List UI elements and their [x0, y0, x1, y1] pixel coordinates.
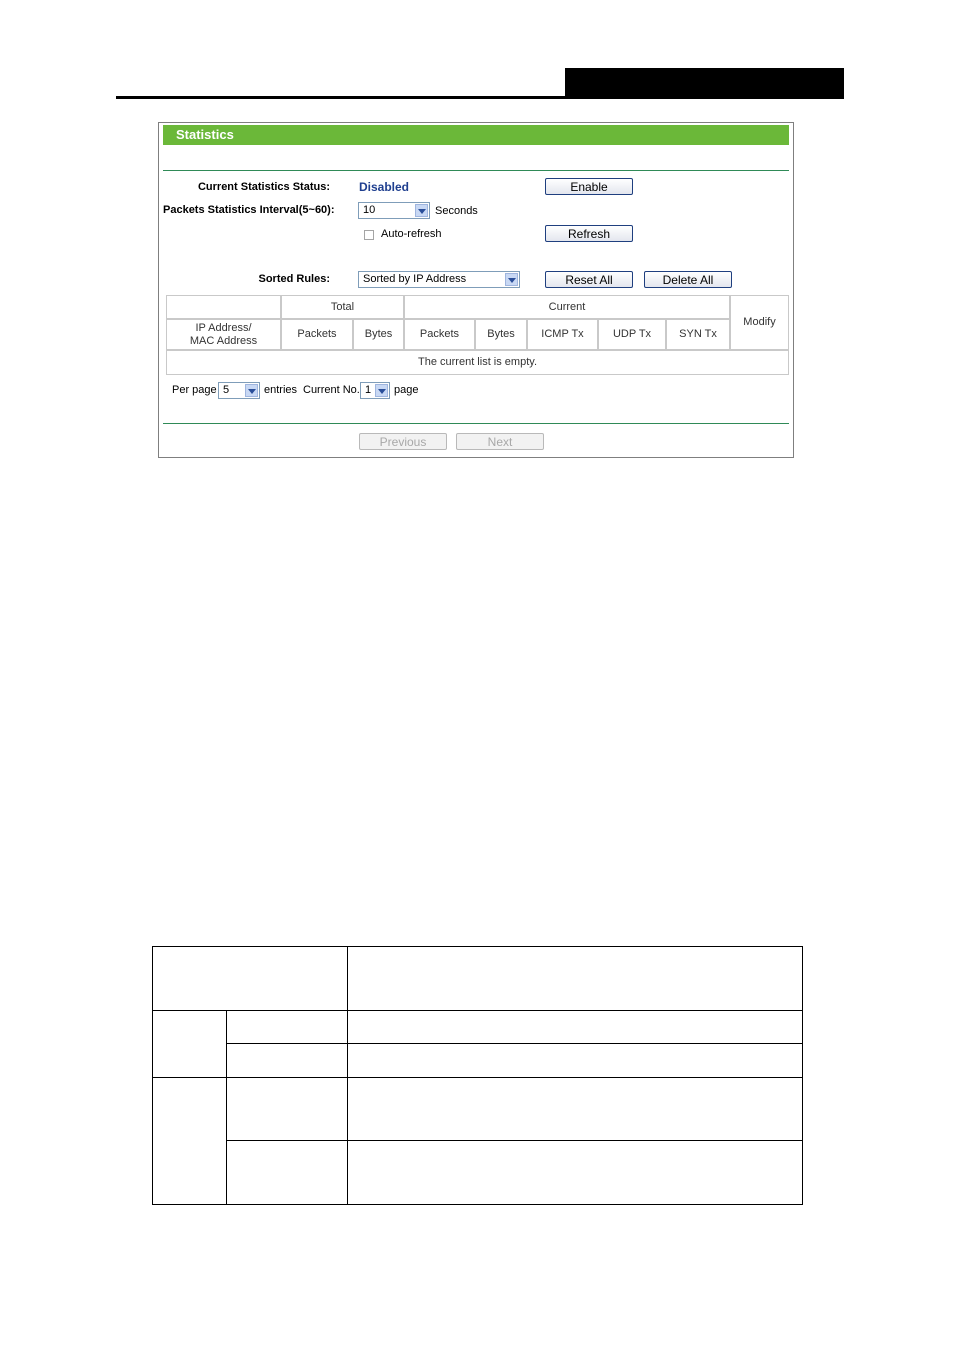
interval-value: 10 [363, 204, 376, 216]
interval-unit: Seconds [435, 205, 478, 217]
table-header-udp: UDP Tx [598, 319, 666, 350]
table-header-ip: IP Address/ MAC Address [166, 319, 281, 350]
sorted-rules-value: Sorted by IP Address [363, 273, 467, 285]
refresh-button[interactable]: Refresh [545, 225, 633, 242]
table-header-icmp: ICMP Tx [527, 319, 598, 350]
header-block [565, 68, 844, 99]
sorted-rules-label: Sorted Rules: [258, 273, 330, 285]
per-page-value: 5 [223, 384, 230, 396]
desc-row-line-1 [152, 1010, 803, 1011]
top-divider [163, 170, 789, 171]
current-no-select[interactable] [360, 382, 390, 399]
chevron-down-icon [415, 204, 428, 217]
table-header-total-bytes: Bytes [353, 319, 404, 350]
enable-button[interactable]: Enable [545, 178, 633, 195]
table-header-syn: SYN Tx [666, 319, 730, 350]
description-table [152, 946, 803, 1205]
delete-all-button[interactable]: Delete All [644, 271, 732, 288]
panel-title-bar [163, 125, 789, 145]
table-header-current-packets: Packets [404, 319, 475, 350]
header-rule [116, 96, 844, 99]
table-header-blank [166, 295, 281, 319]
status-value: Disabled [359, 180, 410, 194]
current-no-value: 1 [365, 384, 372, 396]
desc-subcol-line [226, 1010, 227, 1205]
table-header-total-packets: Packets [281, 319, 353, 350]
reset-all-button[interactable]: Reset All [545, 271, 633, 288]
desc-row-line-2 [226, 1043, 803, 1044]
table-empty-row: The current list is empty. [166, 350, 789, 375]
page-label: page [394, 384, 419, 396]
chevron-down-icon [245, 384, 258, 397]
panel-title: Statistics [176, 127, 234, 142]
previous-button[interactable]: Previous [359, 433, 447, 450]
status-label: Current Statistics Status: [197, 181, 330, 193]
interval-label: Packets Statistics Interval(5~60): [163, 204, 335, 216]
statistics-panel [158, 122, 794, 458]
per-page-label: Per page [172, 384, 217, 396]
next-button[interactable]: Next [456, 433, 544, 450]
sorted-rules-select[interactable] [358, 271, 520, 288]
table-group-total: Total [281, 295, 404, 319]
interval-select[interactable] [358, 202, 430, 219]
auto-refresh-label: Auto-refresh [381, 228, 442, 240]
chevron-down-icon [505, 273, 518, 286]
auto-refresh-checkbox[interactable] [364, 230, 374, 240]
current-no-label: Current No. [303, 384, 360, 396]
entries-label: entries [264, 384, 298, 396]
table-header-modify: Modify [730, 295, 789, 350]
per-page-select[interactable] [218, 382, 260, 399]
desc-row-line-4 [226, 1140, 803, 1141]
desc-col-line [347, 946, 348, 1205]
bottom-divider [163, 423, 789, 424]
table-header-current-bytes: Bytes [475, 319, 527, 350]
desc-row-line-3 [152, 1077, 803, 1078]
chevron-down-icon [375, 384, 388, 397]
table-group-current: Current [404, 295, 730, 319]
